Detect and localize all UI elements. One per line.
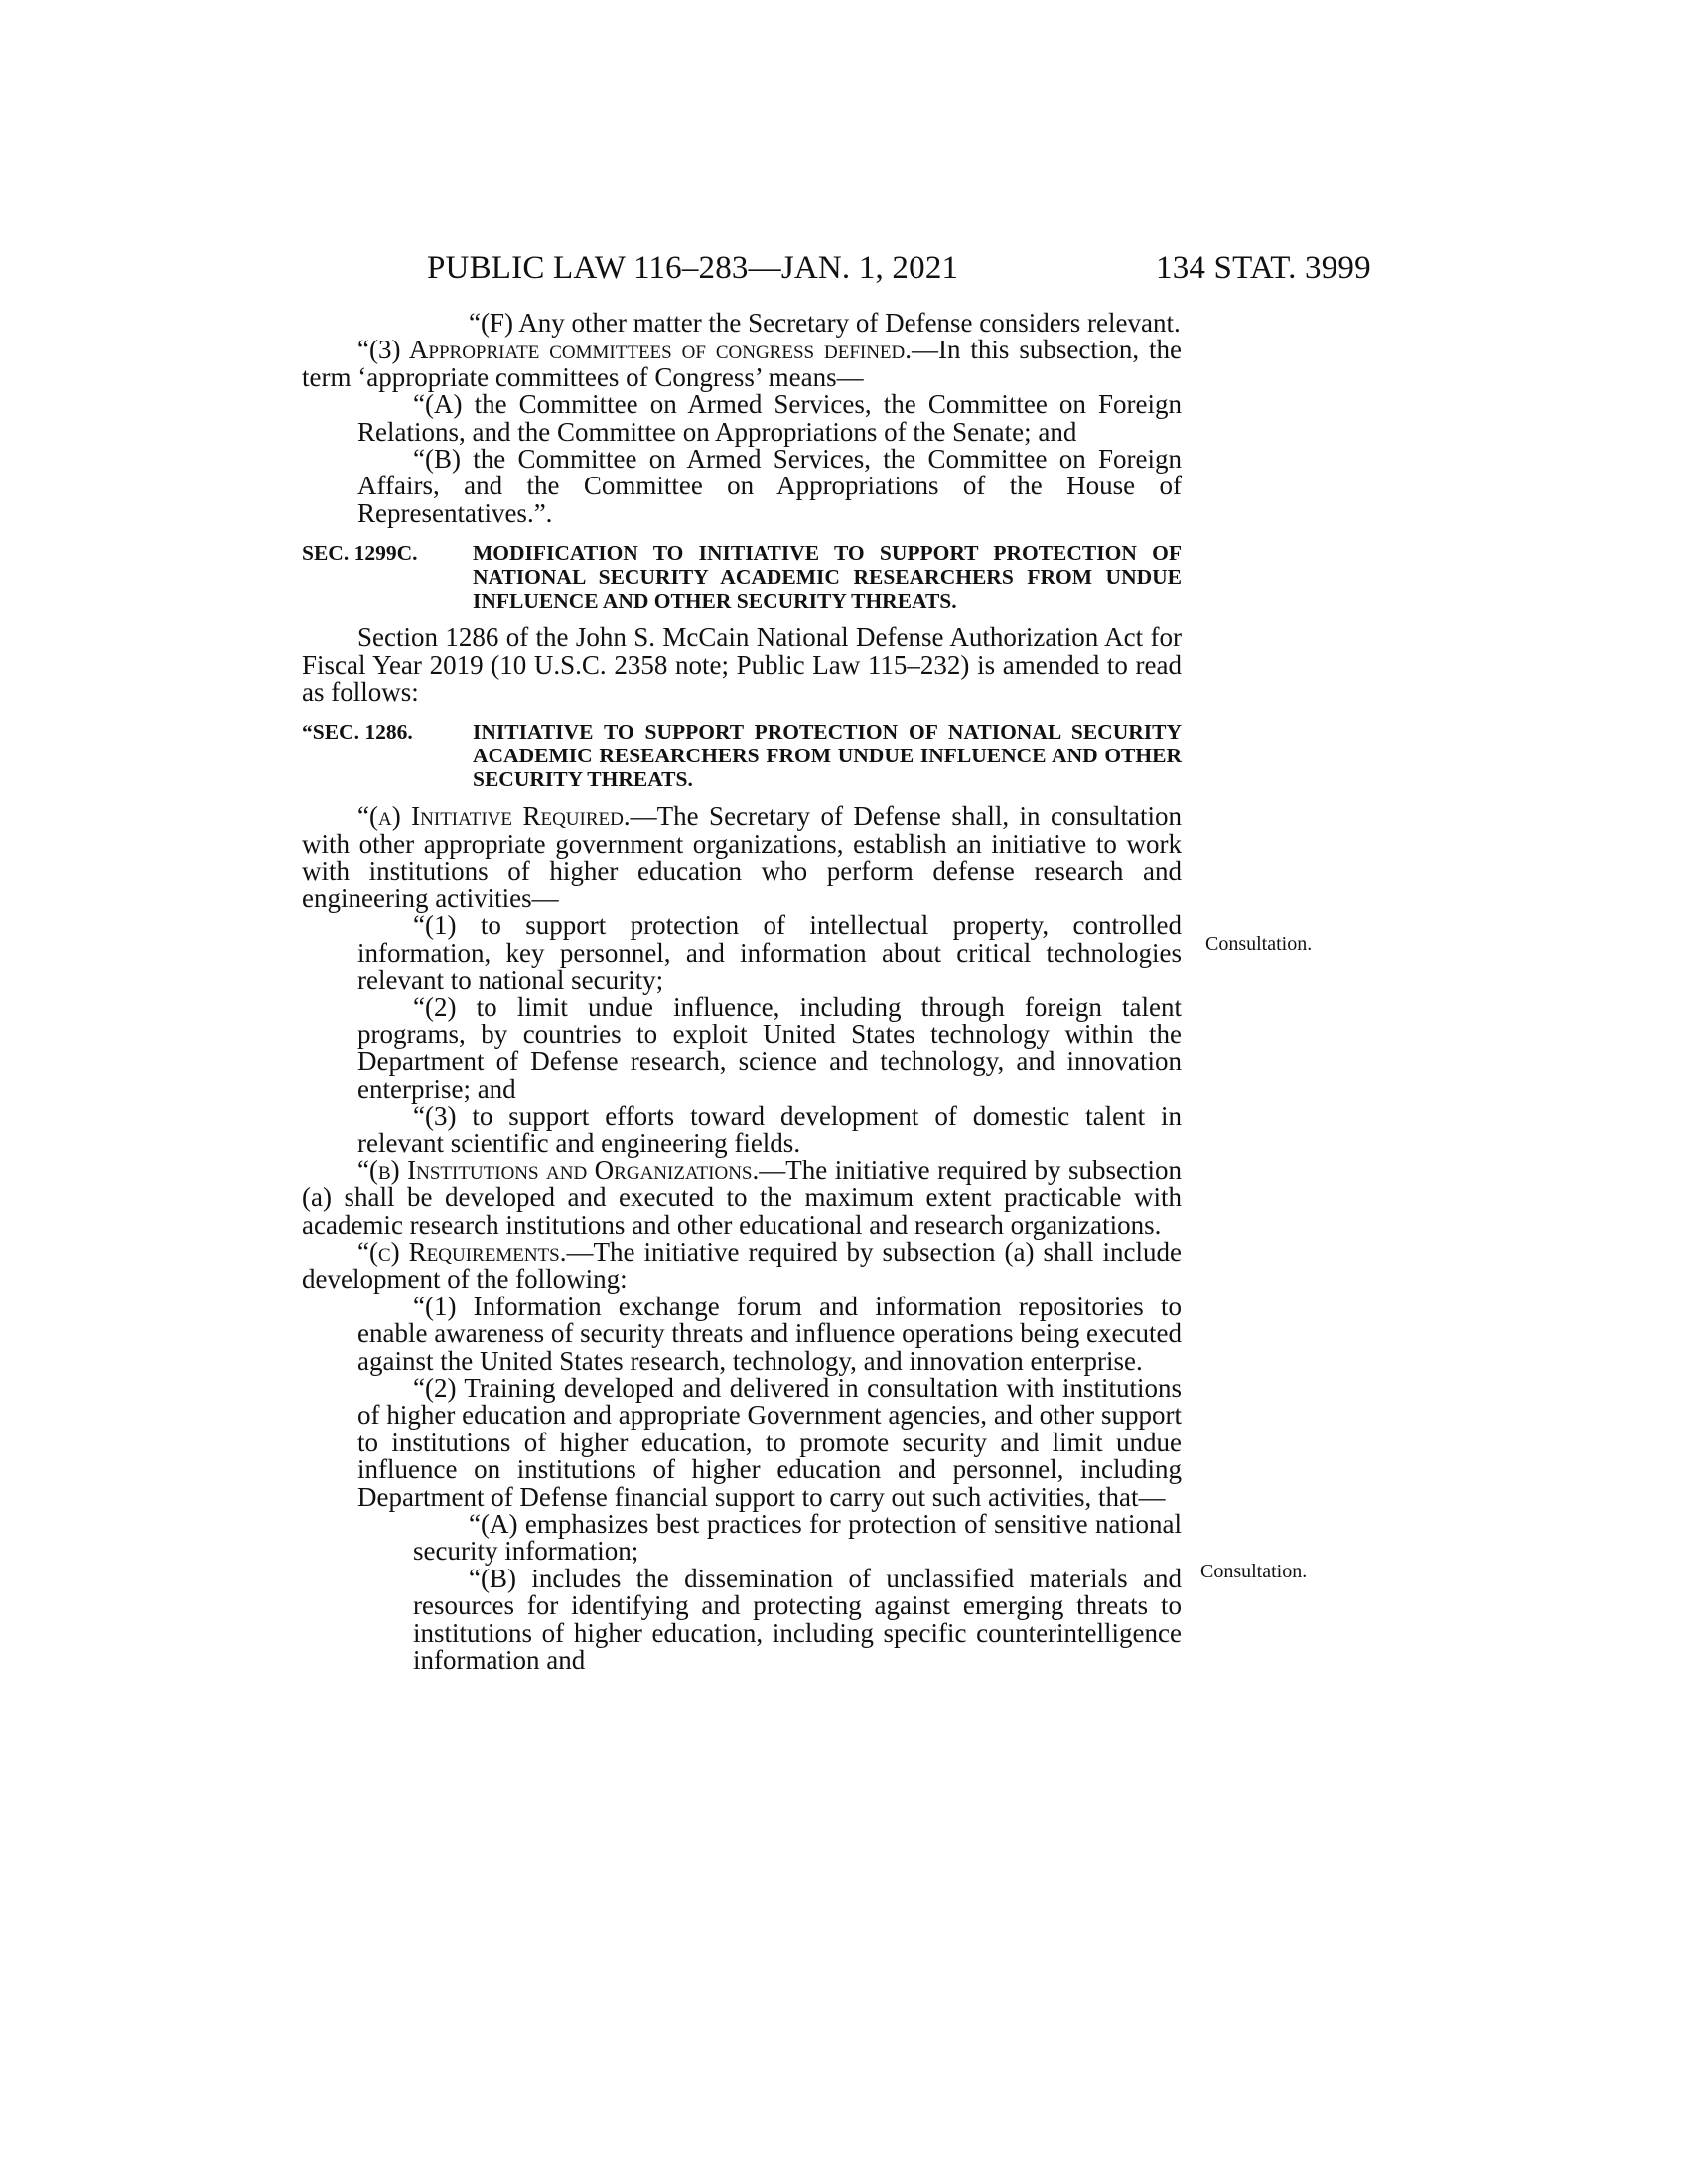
subsection-c-text: —The initiative required by subsection (a) shall include development of the following: [302, 1236, 1182, 1295]
paragraph-3-heading: “(3) Appropriate committees of congress defined. [357, 335, 913, 365]
subsection-a-text: —The Secretary of Defense shall, in consultation with other appropriate government organizations, establish an initiative to work with institutions of higher education who perform defense research and engineering activities— [302, 801, 1182, 913]
statute-body [302, 310, 1182, 1674]
section-1286-label: “SEC. 1286. [302, 720, 413, 745]
subsection-a-1: “(1) to support protection of intellectual property, controlled information, key personnel, and information about critical technologies relevant to national security; [357, 910, 1182, 995]
margin-note-consultation: Consultation. [1200, 1561, 1308, 1582]
section-1286-title: INITIATIVE TO SUPPORT PROTECTION OF NATIONAL SECURITY ACADEMIC RESEARCHERS FROM UNDUE INFLUENCE AND OTHER SECURITY THREATS. [473, 720, 1182, 792]
paragraph-3 [302, 337, 1182, 391]
subsection-c-2: “(2) Training developed and delivered in consultation with institutions of higher education and appropriate Government agencies, and other support to institutions of higher education, to promote security and limit undue influence on institutions of higher education and personnel, including Department of Defense financial support to carry out such activities, that— [357, 1373, 1182, 1512]
subsection-b-heading: “(b) Institutions and Organizations. [357, 1155, 760, 1185]
subsection-c-2-b: “(B) includes the dissemination of unclassified materials and resources for identifying and protecting against emerging threats to institutions of higher education, including specific counterintelligence information and [413, 1563, 1182, 1676]
amendment-text: Section 1286 of the John S. McCain National Defense Authorization Act for Fiscal Year 2019 (10 U.S.C. 2358 note; Public Law 115–232) is amended to read as follows: [302, 622, 1182, 708]
subsection-b-text: —The initiative required by subsection (a) shall be developed and executed to the maximum extent practicable with academic research institutions and other educational and research organizations. [302, 1155, 1182, 1240]
subsection-a-heading: “(a) Initiative Required. [357, 801, 631, 832]
running-header-page-number: 134 STAT. 3999 [1156, 250, 1371, 286]
section-label: SEC. 1299C. [302, 541, 418, 566]
subsection-a [302, 803, 1182, 912]
subsection-b [302, 1155, 1182, 1240]
subsection-a-3: “(3) to support efforts toward development of domestic talent in relevant scientific and engineering fields. [357, 1100, 1182, 1159]
subsection-a-2: “(2) to limit undue influence, including through foreign talent programs, by countries to exploit United States technology within the Department of Defense research, science and technology, and innovation enterprise; and [357, 992, 1182, 1104]
paragraph-3-text: —In this subsection, the term ‘appropriate committees of Congress’ means— [302, 335, 1182, 392]
running-header-title: PUBLIC LAW 116–283—JAN. 1, 2021 [427, 250, 959, 286]
subsection-c-2-a: “(A) emphasizes best practices for protection of sensitive national security information; [413, 1509, 1182, 1567]
margin-note-consultation: Consultation. [1205, 933, 1313, 955]
subsection-c-1: “(1) Information exchange forum and information repositories to enable awareness of security threats and influence operations being executed against the United States research, technology, and innovation enterprise. [357, 1291, 1182, 1376]
subsection-c-heading: “(c) Requirements. [357, 1236, 567, 1267]
paragraph-3-a: “(A) the Committee on Armed Services, the Committee on Foreign Relations, and the Committee on Appropriations of the Senate; and [357, 389, 1182, 447]
section-heading-1299c [302, 541, 1182, 613]
section-title: MODIFICATION TO INITIATIVE TO SUPPORT PROTECTION OF NATIONAL SECURITY ACADEMIC RESEARCHERS FROM UNDUE INFLUENCE AND OTHER SECURITY THREATS. [473, 541, 1182, 614]
paragraph-3-b: “(B) the Committee on Armed Services, the Committee on Foreign Affairs, and the Committee on Appropriations of the House of Representatives.”. [357, 444, 1182, 528]
subsection-c [302, 1236, 1182, 1295]
section-heading-1286 [302, 720, 1182, 791]
item-f: “(F) Any other matter the Secretary of Defense considers relevant. [469, 308, 1181, 338]
